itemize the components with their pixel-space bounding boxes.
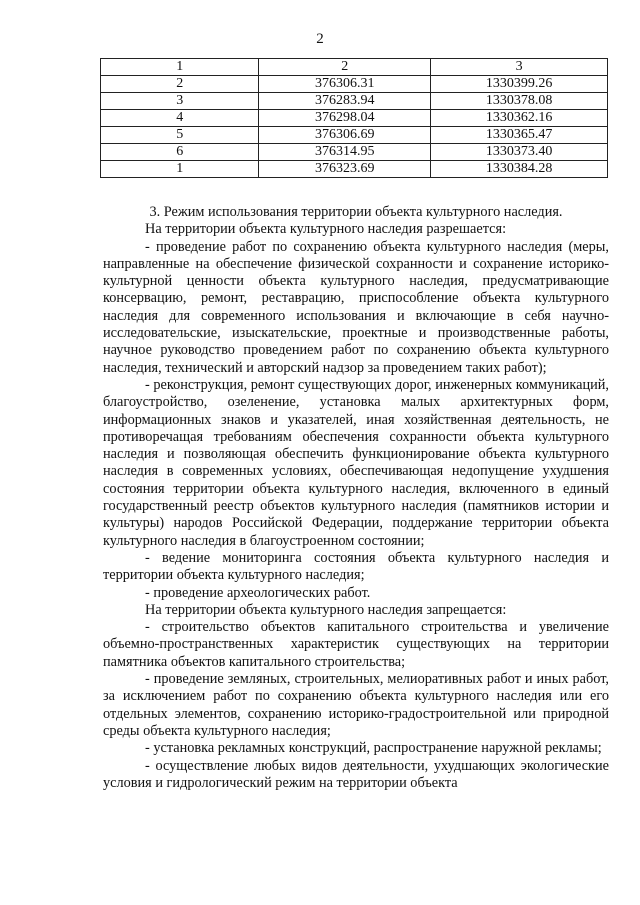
prohibited-item: - проведение земляных, строительных, мелиоративных работ и иных работ, за исключением работ по сохранению объекта культурного наследия или его отдельных элементов, сохранению историко-градостроительной или природной среды объекта культурного наследия; (103, 671, 609, 739)
x-coordinate-cell: 376323.69 (259, 161, 431, 178)
x-coordinate-cell: 376306.69 (259, 127, 431, 144)
section-heading: 3. Режим использования территории объекта культурного наследия. (149, 204, 563, 220)
document-body (103, 204, 609, 792)
permitted-item: - ведение мониторинга состояния объекта культурного наследия и территории объекта культурного наследия; (103, 549, 609, 584)
x-coordinate-cell: 376306.31 (259, 76, 431, 93)
x-coordinate-cell: 376314.95 (259, 144, 431, 161)
point-number-cell: 4 (101, 110, 259, 127)
point-number-cell: 2 (101, 76, 259, 93)
point-number-cell: 5 (101, 127, 259, 144)
table-header-cell: 1 (101, 59, 259, 76)
x-coordinate-cell: 376283.94 (259, 93, 431, 110)
y-coordinate-cell: 1330378.08 (431, 93, 608, 110)
table-header-cell: 2 (259, 59, 431, 76)
table-row (101, 93, 608, 110)
prohibited-item: - строительство объектов капитального строительства и увеличение объемно-пространственных характеристик существующих на территории памятника объектов капитального строительства; (103, 619, 609, 670)
table-header-cell: 3 (431, 59, 608, 76)
prohibited-item: - установка рекламных конструкций, распространение наружной рекламы; (145, 740, 602, 757)
point-number-cell: 3 (101, 93, 259, 110)
page-number: 2 (316, 31, 324, 47)
y-coordinate-cell: 1330373.40 (431, 144, 608, 161)
table-row (101, 110, 608, 127)
y-coordinate-cell: 1330384.28 (431, 161, 608, 178)
y-coordinate-cell: 1330362.16 (431, 110, 608, 127)
coordinates-table (100, 58, 608, 178)
permitted-item: - реконструкция, ремонт существующих дорог, инженерных коммуникаций, благоустройство, озеленение, установка малых архитектурных форм, информационных знаков и указателей, иная хозяйственная деятельность, не противоречащая требованиям обеспечения сохранности объекта культурного наследия и позволяющая обеспечить функционирование объекта культурного наследия в современных условиях, обеспечивающая недопущение ухудшения состояния территории объекта культурного наследия, включенного в единый государственный реестр объектов культурного наследия (памятников истории и культуры) народов Российской Федерации, поддержание территории объекта культурного наследия в благоустроенном состоянии; (103, 376, 609, 549)
table-row (101, 127, 608, 144)
table-row (101, 144, 608, 161)
y-coordinate-cell: 1330365.47 (431, 127, 608, 144)
table-row (101, 161, 608, 178)
permitted-item: - проведение археологических работ. (145, 584, 371, 601)
prohibited-item: - осуществление любых видов деятельности, ухудшающих экологические условия и гидрологический режим на территории объекта (103, 757, 609, 791)
table-header-row (101, 59, 608, 76)
x-coordinate-cell: 376298.04 (259, 110, 431, 127)
permitted-intro: На территории объекта культурного наследия разрешается: (145, 221, 507, 238)
point-number-cell: 1 (101, 161, 259, 178)
permitted-item: - проведение работ по сохранению объекта культурного наследия (меры, направленные на обеспечение физической сохранности и сохранение историко-культурной ценности объекта культурного наследия, предусматривающие консервацию, ремонт, реставрацию, приспособление объекта культурного наследия для современного использования и включающие в себя научно-исследовательские, изыскательские, проектные и производственные работы, научное руководство проведением работ по сохранению объекта культурного наследия, технический и авторский надзор за проведением таких работ); (103, 238, 609, 376)
point-number-cell: 6 (101, 144, 259, 161)
y-coordinate-cell: 1330399.26 (431, 76, 608, 93)
prohibited-intro: На территории объекта культурного наследия запрещается: (145, 601, 507, 618)
table-row (101, 76, 608, 93)
